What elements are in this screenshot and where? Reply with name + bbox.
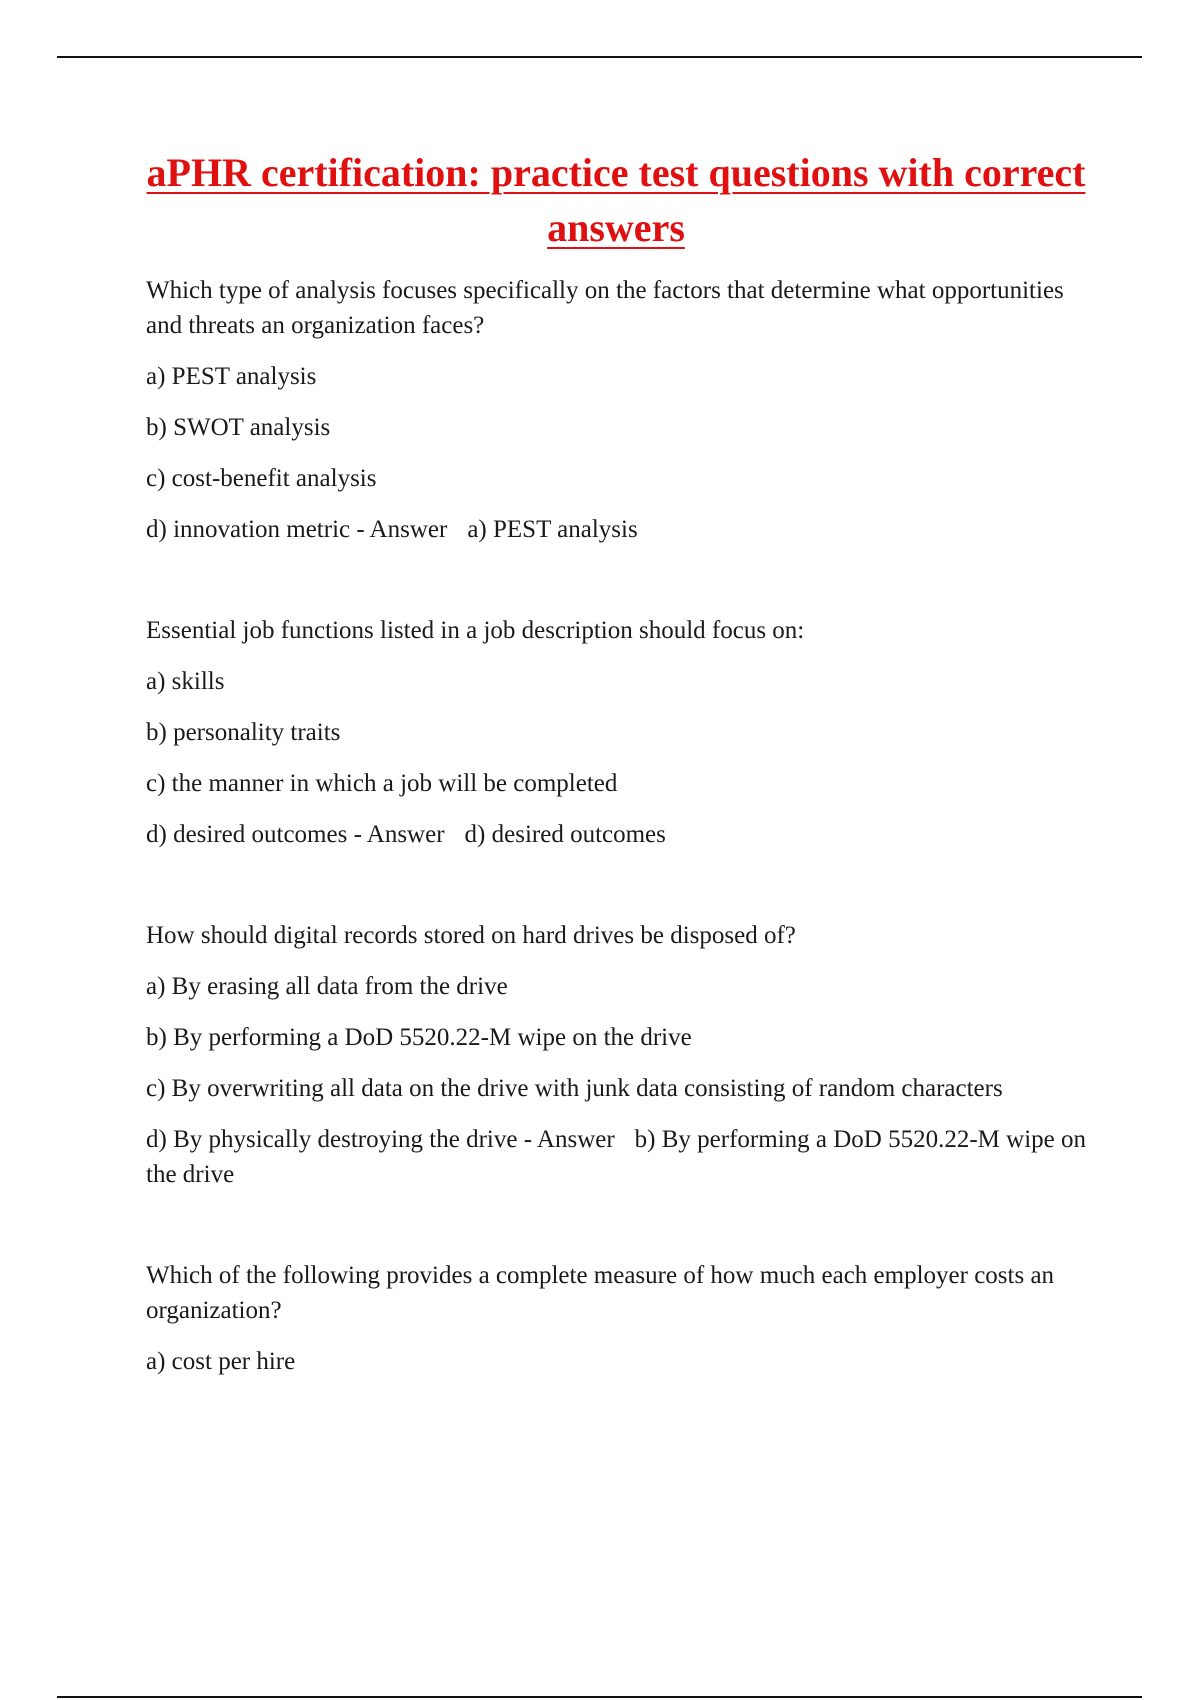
answer-option: a) cost per hire bbox=[146, 1348, 296, 1375]
answer-option-with-answer bbox=[146, 512, 1086, 547]
answer-option: d) innovation metric - Answer bbox=[146, 516, 448, 543]
answer-option: d) desired outcomes - Answer bbox=[146, 821, 445, 848]
answer-option: b) personality traits bbox=[146, 719, 341, 746]
question-block bbox=[146, 918, 1086, 1192]
top-rule bbox=[57, 56, 1142, 58]
page-title: aPHR certification: practice test questions with correct answers bbox=[146, 150, 1086, 250]
question-text: How should digital records stored on hard drives be disposed of? bbox=[146, 922, 796, 949]
question-text: Essential job functions listed in a job description should focus on: bbox=[146, 617, 805, 644]
answer-option-with-answer bbox=[146, 1122, 1086, 1192]
question-block bbox=[146, 613, 1086, 852]
question-text: Which of the following provides a complete measure of how much each employer costs an organization? bbox=[146, 1262, 1055, 1324]
bottom-rule bbox=[57, 1696, 1142, 1698]
answer-option: c) By overwriting all data on the drive with junk data consisting of random characters bbox=[146, 1075, 1003, 1102]
answer-option: b) By performing a DoD 5520.22-M wipe on the drive bbox=[146, 1024, 692, 1051]
correct-answer: d) desired outcomes bbox=[464, 821, 666, 848]
question-block bbox=[146, 273, 1086, 547]
answer-option: c) the manner in which a job will be completed bbox=[146, 770, 618, 797]
correct-answer: b) By performing a DoD 5520.22-M wipe on the drive bbox=[146, 1126, 1086, 1188]
answer-option: a) PEST analysis bbox=[146, 363, 317, 390]
answer-option: a) skills bbox=[146, 668, 225, 695]
question-text: Which type of analysis focuses specifically on the factors that determine what opportunities and threats an organization faces? bbox=[146, 277, 1064, 339]
document-body bbox=[146, 145, 1086, 1395]
answer-option: b) SWOT analysis bbox=[146, 414, 331, 441]
answer-option: a) By erasing all data from the drive bbox=[146, 973, 508, 1000]
answer-option: c) cost-benefit analysis bbox=[146, 465, 377, 492]
question-block bbox=[146, 1258, 1086, 1379]
answer-option-with-answer bbox=[146, 817, 1086, 852]
answer-option: d) By physically destroying the drive - Answer bbox=[146, 1126, 615, 1153]
correct-answer: a) PEST analysis bbox=[467, 516, 638, 543]
